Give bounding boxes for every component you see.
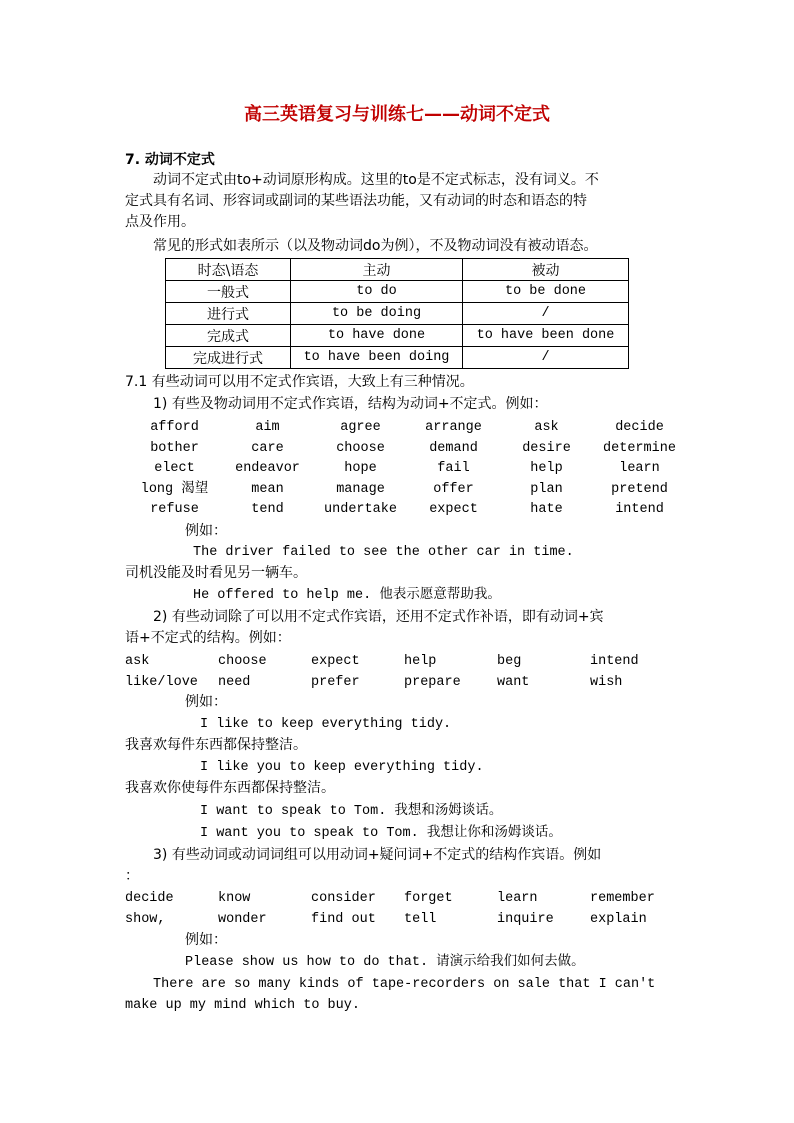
verb-list-2	[125, 652, 683, 693]
table-cell: to have done	[291, 325, 463, 347]
verb-item: prepare	[404, 674, 461, 690]
verb-item: manage	[336, 481, 385, 497]
verb-item: choose	[336, 440, 385, 456]
verb-item: elect	[154, 461, 195, 476]
verb-item: inquire	[497, 911, 554, 927]
intro-line-3: 点及作用。	[125, 214, 195, 230]
table-row	[166, 325, 629, 347]
point-2-line-1: 2) 有些动词除了可以用不定式作宾语，还用不定式作补语，即有动词+宾	[153, 609, 604, 625]
verb-item: agree	[340, 420, 381, 435]
table-row	[166, 347, 629, 369]
intro-line-1: 动词不定式由to+动词原形构成。这里的to是不定式标志，没有词义。不	[153, 172, 599, 188]
verb-item: hate	[530, 502, 563, 517]
table-cell: /	[463, 347, 629, 369]
verb-item: bother	[150, 440, 199, 456]
table-cell: to be doing	[291, 303, 463, 325]
intro-line-4: 常见的形式如表所示（以及物动词do为例），不及物动词没有被动语态。	[153, 238, 598, 254]
verb-item: pretend	[611, 481, 668, 497]
example-sentence-8-line-2: make up my mind which to buy.	[125, 998, 360, 1013]
example-sentence-2: He offered to help me. 他表示愿意帮助我。	[193, 588, 501, 603]
table-row	[166, 303, 629, 325]
verb-item: wonder	[218, 911, 267, 927]
verb-item: help	[530, 461, 563, 476]
verb-item: hope	[344, 461, 377, 476]
verb-item: intend	[590, 654, 639, 669]
verb-item: afford	[150, 420, 199, 435]
table-cell: to do	[291, 281, 463, 303]
verb-item: need	[218, 674, 251, 690]
verb-item: determine	[603, 440, 676, 456]
example-translation-3: 我喜欢每件东西都保持整洁。	[125, 737, 307, 753]
verb-item: beg	[497, 654, 522, 669]
point-3-line-1: 3) 有些动词或动词词组可以用动词+疑问词+不定式的结构作宾语。例如	[153, 847, 602, 863]
verb-item: consider	[311, 891, 376, 906]
example-sentence-6: I want you to speak to Tom. 我想让你和汤姆谈话。	[200, 826, 562, 841]
verb-item: tend	[251, 502, 284, 517]
verb-item: decide	[125, 891, 174, 906]
example-sentence-3: I like to keep everything tidy.	[200, 717, 452, 732]
verb-item: wish	[590, 674, 623, 690]
example-sentence-4: I like you to keep everything tidy.	[200, 760, 484, 775]
example-sentence-8-line-1: There are so many kinds of tape-recorders on sale that I can't	[153, 977, 656, 992]
verb-item: learn	[497, 891, 538, 906]
verb-item: forget	[404, 891, 453, 906]
verb-item: demand	[429, 440, 478, 456]
verb-item: offer	[433, 481, 474, 497]
example-sentence-1: The driver failed to see the other car in time.	[193, 545, 574, 560]
section-heading: 7. 动词不定式	[125, 152, 215, 168]
table-header-cell: 时态\语态	[166, 259, 291, 281]
verb-item: ask	[534, 420, 559, 435]
verb-item: explain	[590, 911, 647, 927]
table-cell: 完成进行式	[166, 347, 291, 369]
verb-item: choose	[218, 654, 267, 669]
infinitive-forms-table	[165, 258, 629, 369]
example-label: 例如：	[185, 694, 227, 710]
table-cell: to be done	[463, 281, 629, 303]
verb-item: tell	[404, 911, 437, 927]
verb-item: mean	[251, 481, 284, 497]
verb-item: help	[404, 654, 437, 669]
verb-item: prefer	[311, 674, 360, 690]
verb-item: want	[497, 674, 530, 690]
example-translation-1: 司机没能及时看见另一辆车。	[125, 565, 307, 581]
page-title: 高三英语复习与训练七——动词不定式	[244, 104, 550, 125]
verb-list-1	[128, 418, 686, 521]
example-sentence-7: Please show us how to do that. 请演示给我们如何去做。	[185, 955, 585, 970]
verb-item: decide	[615, 420, 664, 435]
intro-line-2: 定式具有名词、形容词或副词的某些语法功能，又有动词的时态和语态的特	[125, 193, 587, 209]
verb-item: find out	[311, 911, 376, 927]
verb-item: expect	[311, 654, 360, 669]
verb-item: refuse	[150, 502, 199, 517]
table-cell: to have been done	[463, 325, 629, 347]
point-1-heading: 1) 有些及物动词用不定式作宾语，结构为动词+不定式。例如：	[153, 396, 548, 412]
verb-item: like/love	[125, 674, 198, 690]
verb-item: ask	[125, 654, 150, 669]
table-cell: to have been doing	[291, 347, 463, 369]
verb-item: aim	[255, 420, 280, 435]
table-header-row	[166, 259, 629, 281]
table-cell: 一般式	[166, 281, 291, 303]
example-translation-4: 我喜欢你使每件东西都保持整洁。	[125, 780, 335, 796]
verb-item: expect	[429, 502, 478, 517]
verb-item: show,	[125, 911, 166, 927]
verb-item: long 渴望	[140, 481, 209, 497]
table-header-cell: 被动	[463, 259, 629, 281]
verb-item: remember	[590, 891, 655, 906]
verb-item: arrange	[425, 420, 482, 435]
example-label: 例如：	[185, 523, 227, 539]
example-label: 例如：	[185, 932, 227, 948]
verb-item: desire	[522, 440, 571, 456]
table-header-cell: 主动	[291, 259, 463, 281]
verb-item: fail	[437, 461, 470, 476]
point-3-line-2: ：	[125, 868, 139, 884]
section-7-1-heading: 7.1 有些动词可以用不定式作宾语，大致上有三种情况。	[125, 374, 474, 390]
table-cell: /	[463, 303, 629, 325]
table-row	[166, 281, 629, 303]
verb-item: undertake	[324, 502, 397, 517]
table-cell: 进行式	[166, 303, 291, 325]
verb-item: care	[251, 440, 284, 456]
verb-item: learn	[619, 461, 660, 476]
verb-item: intend	[615, 502, 664, 517]
point-2-line-2: 语+不定式的结构。例如：	[125, 630, 291, 646]
verb-item: plan	[530, 481, 563, 497]
verb-item: know	[218, 891, 251, 906]
table-cell: 完成式	[166, 325, 291, 347]
verb-item: endeavor	[235, 461, 300, 476]
example-sentence-5: I want to speak to Tom. 我想和汤姆谈话。	[200, 804, 503, 819]
verb-list-3	[125, 889, 683, 930]
